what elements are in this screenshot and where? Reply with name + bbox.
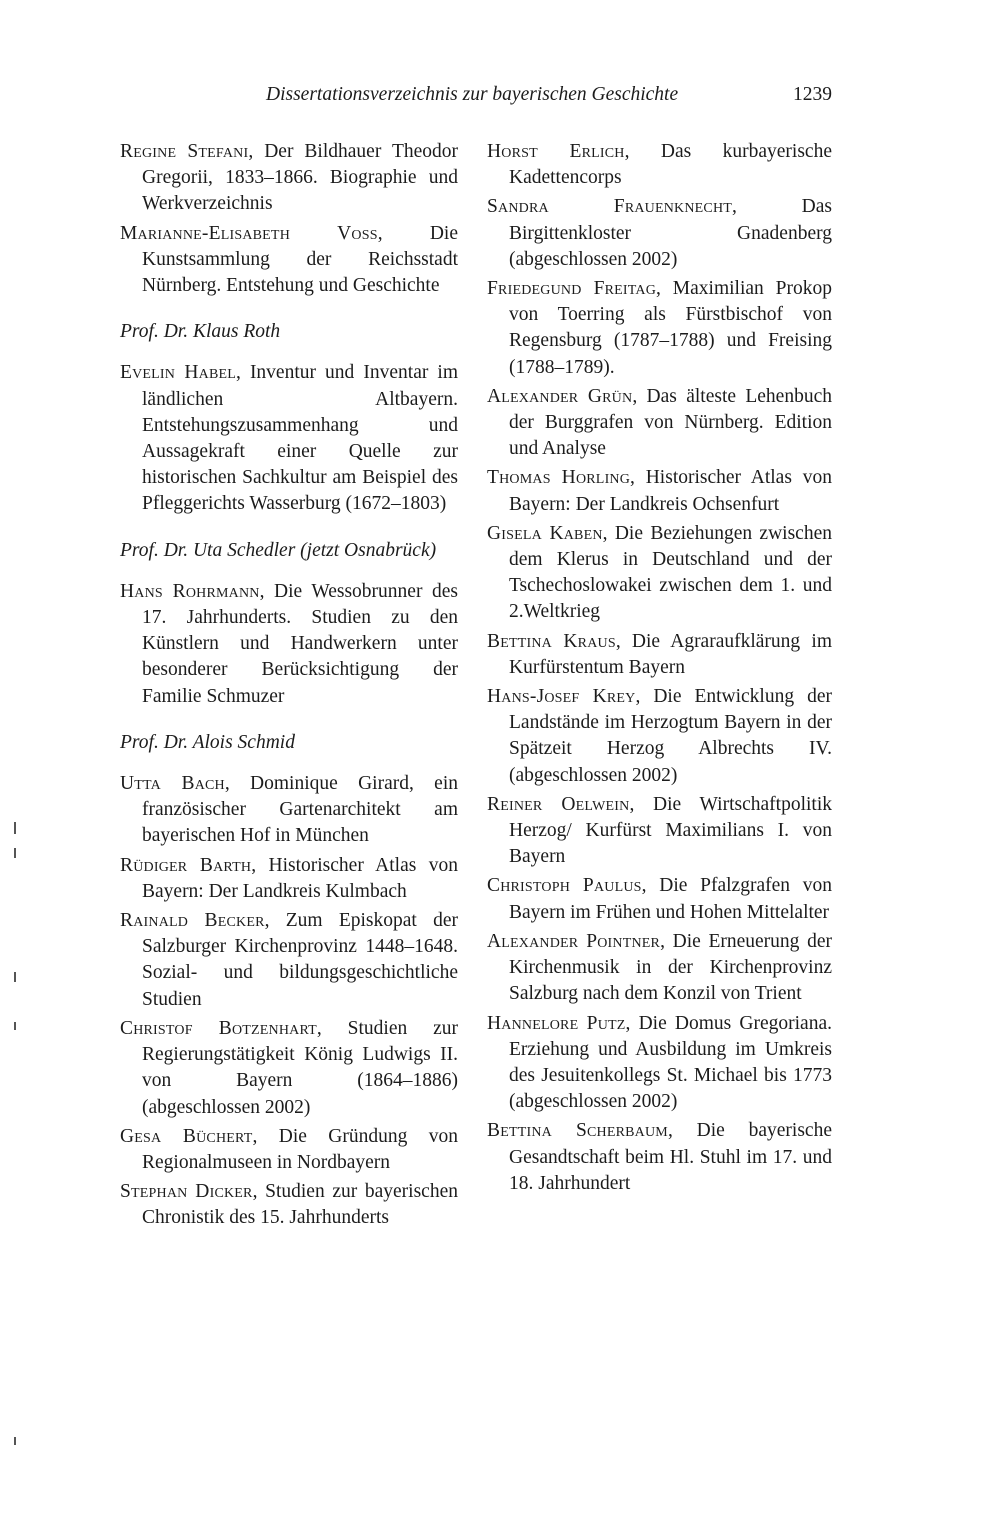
entry-author: Alexander Grün	[487, 385, 633, 407]
entry-title: , Zum Episkopat der Salzburger Kirchenprovinz 1448–1648. Sozial- und bildungsgeschichtliche Studien	[142, 910, 459, 1010]
bibliography-entry	[487, 929, 832, 1008]
section-heading: Prof. Dr. Uta Schedler (jetzt Osnabrück)	[120, 539, 437, 561]
running-head	[120, 84, 832, 116]
entry-author: Christoph Paulus	[487, 875, 642, 897]
entry-author: Regine Stefani	[120, 141, 249, 162]
margin-mark	[14, 822, 16, 834]
bibliography-entry	[487, 139, 832, 191]
entry-group	[487, 139, 832, 1197]
entry-group	[120, 139, 458, 299]
entry-title: , Die Entwicklung der Landstände im Herzogtum Bayern in der Spätzeit Herzog Albrechts IV. (abgeschlossen 2002)	[509, 686, 832, 786]
bibliography-entry	[120, 853, 458, 905]
bibliography-entry	[120, 1179, 458, 1231]
bibliography-entry	[120, 1016, 458, 1121]
bibliography-entry	[120, 1124, 458, 1176]
margin-mark	[14, 848, 16, 858]
entry-title: , Die Wirtschaftpolitik Herzog/ Kurfürst Maximilians I. von Bayern	[509, 793, 832, 868]
entry-author: Evelin Habel	[120, 362, 236, 384]
entry-author: Thomas Horling	[487, 467, 631, 489]
entry-title: , Die Beziehungen zwischen dem Klerus in Deutschland und der Tschechoslowakei zwischen dem 1. und 2.Weltkrieg	[509, 522, 832, 623]
bibliography-entry	[487, 873, 832, 925]
entry-title: , Die Agraraufklärung im Kurfürstentum Bayern	[509, 630, 832, 678]
section-heading: Prof. Dr. Klaus Roth	[120, 321, 281, 343]
entry-author: Gisela Kaben	[487, 522, 603, 544]
section-heading: Prof. Dr. Alois Schmid	[120, 731, 295, 753]
bibliography-entry	[487, 1118, 832, 1197]
bibliography-entry	[120, 908, 458, 1013]
entry-title: , Die Domus Gregoriana. Erziehung und Ausbildung im Umkreis des Jesuitenkollegs St. Michael bis 1773 (abgeschlossen 2002)	[509, 1012, 832, 1113]
bibliography-entry	[487, 629, 832, 681]
entry-title: , Die Wessobrunner des 17. Jahrhunderts. Studien zu den Künstlern und Handwerkern unter besonderer Berücksichtigung der Familie Schmuzer	[142, 580, 458, 707]
bibliography-entry	[487, 194, 832, 273]
entry-group	[120, 771, 458, 1231]
entry-title: , Die Erneuerung der Kirchenmusik in der Kirchenprovinz Salzburg nach dem Konzil von Trient	[509, 930, 832, 1005]
right-column	[487, 139, 832, 1200]
entry-author: Reiner Oelwein	[487, 793, 630, 815]
bibliography-entry	[487, 521, 832, 626]
entry-author: Rainald Becker	[120, 910, 265, 932]
bibliography-entry	[487, 384, 832, 463]
entry-title: , Das kurbayerische Kadettencorps	[509, 141, 832, 189]
entry-author: Horst Erlich	[487, 141, 625, 162]
bibliography-entry	[120, 579, 458, 710]
entry-title: , Die bayerische Gesandtschaft beim Hl. Stuhl im 17. und 18. Jahrhundert	[509, 1120, 832, 1194]
bibliography-entry	[120, 221, 458, 300]
entry-author: Rüdiger Barth	[120, 854, 252, 876]
entry-title: , Historischer Atlas von Bayern: Der Landkreis Ochsenfurt	[509, 467, 832, 515]
bibliography-entry	[487, 684, 832, 789]
bibliography-entry	[487, 1011, 832, 1116]
bibliography-entry	[120, 360, 458, 517]
entry-title: , Dominique Girard, ein französischer Gartenarchitekt am bayerischen Hof in München	[142, 773, 458, 847]
entry-title: , Der Bildhauer Theodor Gregorii, 1833–1866. Biographie und Werkverzeichnis	[142, 141, 458, 215]
bibliography-entry	[487, 792, 832, 871]
margin-mark	[14, 972, 16, 982]
entry-author: Alexander Pointner	[487, 930, 661, 952]
bibliography-entry	[120, 771, 458, 850]
entry-author: Bettina Scherbaum	[487, 1120, 668, 1142]
bibliography-entry	[487, 276, 832, 381]
left-column	[120, 139, 458, 1235]
entry-author: Utta Bach	[120, 773, 225, 795]
entry-title: , Maximilian Prokop von Toerring als Fürstbischof von Regensburg (1787–1788) und Freising (1788–1789).	[509, 278, 832, 378]
margin-mark	[14, 1437, 16, 1445]
entry-group	[120, 360, 458, 517]
margin-mark	[14, 1022, 16, 1030]
entry-title: , Studien zur bayerischen Chronistik des 15. Jahrhunderts	[142, 1181, 458, 1229]
entry-title: , Die Pfalzgrafen von Bayern im Frühen und Hohen Mittelalter	[509, 875, 832, 923]
entry-author: Hans-Josef Krey	[487, 686, 636, 708]
page-number: 1239	[793, 84, 832, 105]
entry-author: Marianne-Elisabeth Voss	[120, 222, 378, 244]
entry-title: , Historischer Atlas von Bayern: Der Landkreis Kulmbach	[142, 854, 459, 902]
entry-title: , Inventur und Inventar im ländlichen Altbayern. Entstehungszusammenhang und Aussagekraft einer Quelle zur historischen Sachkultur am Beispiel des Pfleggerichts Wasserburg (1672–1803)	[142, 362, 458, 515]
entry-group	[120, 579, 458, 710]
entry-title: , Das Birgittenkloster Gnadenberg (abgeschlossen 2002)	[509, 196, 832, 270]
entry-title: , Die Gründung von Regionalmuseen in Nordbayern	[142, 1125, 458, 1173]
running-title: Dissertationsverzeichnis zur bayerischen Geschichte	[266, 84, 679, 105]
entry-title: , Die Kunstsammlung der Reichsstadt Nürnberg. Entstehung und Geschichte	[142, 222, 458, 297]
entry-author: Hannelore Putz	[487, 1012, 626, 1034]
entry-title: , Studien zur Regierungstätigkeit König Ludwigs II. von Bayern (1864–1886) (abgeschlossen 2002)	[142, 1017, 458, 1118]
entry-author: Gesa Büchert	[120, 1125, 253, 1147]
bibliography-entry	[120, 139, 458, 218]
bibliography-entry	[487, 465, 832, 517]
entry-author: Friedegund Freitag	[487, 278, 657, 300]
entry-author: Bettina Kraus	[487, 630, 616, 652]
entry-author: Hans Rohrmann	[120, 580, 260, 602]
entry-author: Stephan Dicker	[120, 1181, 253, 1203]
entry-author: Sandra Frauenknecht	[487, 196, 733, 218]
entry-title: , Das älteste Lehenbuch der Burggrafen von Nürnberg. Edition und Analyse	[509, 385, 832, 460]
entry-author: Christof Botzenhart	[120, 1017, 317, 1039]
